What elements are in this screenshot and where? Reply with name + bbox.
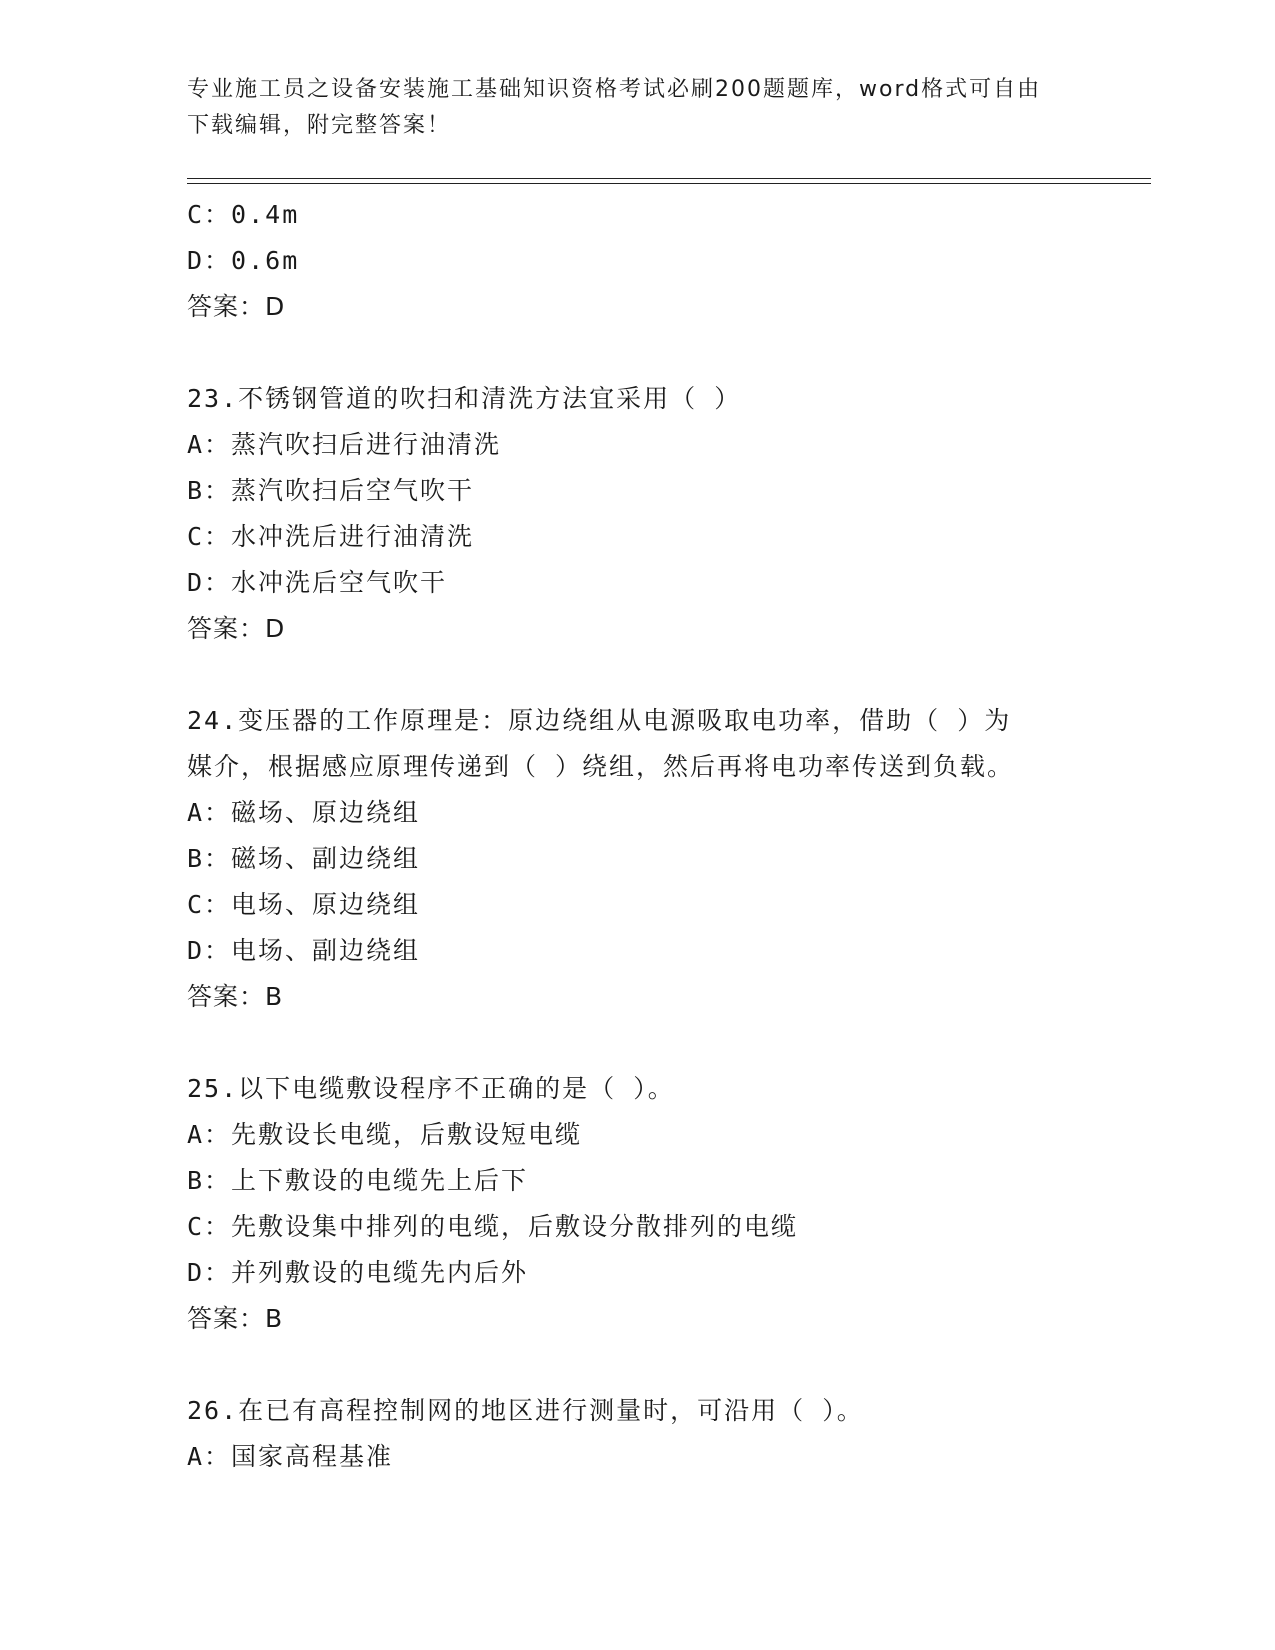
- option-d: D：水冲洗后空气吹干: [187, 568, 448, 597]
- option-d: D：0.6m: [187, 246, 300, 275]
- carryover-question: [187, 192, 1151, 330]
- answer-line: 答案：B: [187, 1304, 284, 1333]
- option-a: A：磁场、原边绕组: [187, 798, 421, 827]
- option-a: A：蒸汽吹扫后进行油清洗: [187, 430, 502, 459]
- option-a: A：先敷设长电缆，后敷设短电缆: [187, 1120, 583, 1149]
- option-c: C：先敷设集中排列的电缆，后敷设分散排列的电缆: [187, 1212, 799, 1241]
- header-divider-bottom: [187, 183, 1151, 184]
- option-d: D：并列敷设的电缆先内后外: [187, 1258, 529, 1287]
- option-b: B：蒸汽吹扫后空气吹干: [187, 476, 475, 505]
- question-stem-continued: 媒介，根据感应原理传递到（ ）绕组，然后再将电功率传送到负载。: [187, 752, 1015, 781]
- header-title-line-2: 下载编辑，附完整答案！: [187, 113, 452, 138]
- question-23: [187, 376, 1151, 652]
- question-stem: 25.以下电缆敷设程序不正确的是（ ）。: [187, 1074, 675, 1103]
- spacer: [187, 330, 1151, 376]
- header-title-line-1: 专业施工员之设备安装施工基础知识资格考试必刷200题题库，word格式可自由: [187, 77, 1042, 102]
- option-a: A：国家高程基准: [187, 1442, 394, 1471]
- answer-line: 答案：D: [187, 614, 286, 643]
- spacer: [187, 1342, 1151, 1388]
- question-25: [187, 1066, 1151, 1342]
- spacer: [187, 652, 1151, 698]
- option-b: B：上下敷设的电缆先上后下: [187, 1166, 529, 1195]
- question-stem: 24.变压器的工作原理是：原边绕组从电源吸取电功率，借助（ ）为: [187, 706, 1012, 735]
- option-b: B：磁场、副边绕组: [187, 844, 421, 873]
- spacer: [187, 1020, 1151, 1066]
- option-c: C：电场、原边绕组: [187, 890, 421, 919]
- question-24: [187, 698, 1151, 1020]
- answer-line: 答案：D: [187, 292, 286, 321]
- document-header: [187, 72, 1087, 144]
- option-c: C：0.4m: [187, 200, 300, 229]
- question-26: [187, 1388, 1151, 1480]
- document-body: [187, 192, 1151, 1480]
- option-d: D：电场、副边绕组: [187, 936, 421, 965]
- header-divider-top: [187, 178, 1151, 179]
- question-stem: 26.在已有高程控制网的地区进行测量时，可沿用（ ）。: [187, 1396, 864, 1425]
- option-c: C：水冲洗后进行油清洗: [187, 522, 475, 551]
- answer-line: 答案：B: [187, 982, 284, 1011]
- question-stem: 23.不锈钢管道的吹扫和清洗方法宜采用（ ）: [187, 384, 742, 413]
